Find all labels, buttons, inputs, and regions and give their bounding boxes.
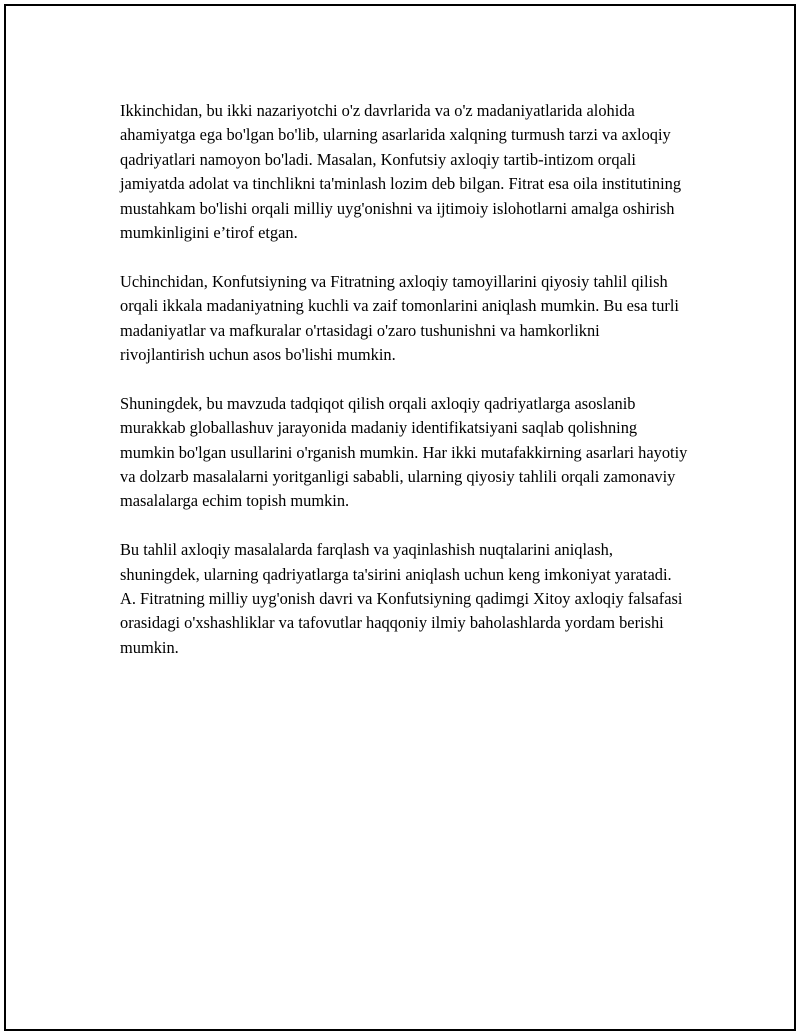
paragraph-2: Uchinchidan, Konfutsiyning va Fitratning axloqiy tamoyillarini qiyosiy tahlil qilish orqali ikkala madaniyatning kuchli va zaif tomonlarini aniqlash mumkin. Bu esa turli madaniyatlar va mafkuralar o'rtasidagi o'zaro tushunishni va hamkorlikni rivojlantirish uchun asos bo'lishi mumkin. (120, 271, 679, 365)
paragraph-3: Shuningdek, bu mavzuda tadqiqot qilish orqali axloqiy qadriyatlarga asoslanib murakkab globallashuv jarayonida madaniy identifikatsiyani saqlab qolishning mumkin bo'lgan usullarini o'rganish mumkin. Har ikki mutafakkirning asarlari hayotiy va dolzarb masalalarni yoritganligi sababli, ularning qiyosiy tahlili orqali zamonaviy masalalarga echim topish mumkin. (120, 393, 688, 511)
document-page (4, 4, 796, 1031)
paragraph-4: Bu tahlil axloqiy masalalarda farqlash va yaqinlashish nuqtalarini aniqlash, shuningdek, ularning qadriyatlarga ta'sirini aniqlash uchun keng imkoniyat yaratadi. A. Fitratning milliy uyg'onish davri va Konfutsiyning qadimgi Xitoy axloqiy falsafasi orasidagi o'xshashliklar va tafovutlar haqqoniy ilmiy baholashlarda yordam berishi mumkin. (120, 540, 683, 657)
paragraph-1: Ikkinchidan, bu ikki nazariyotchi o'z davrlarida va o'z madaniyatlarida alohida ahamiyatga ega bo'lgan bo'lib, ularning asarlarida xalqning turmush tarzi va axloqiy qadriyatlari namoyon bo'ladi. Masalan, Konfutsiy axloqiy tartib-intizom orqali jamiyatda adolat va tinchlikni ta'minlash lozim deb bilgan. Fitrat esa oila institutining mustahkam bo'lishi orqali milliy uyg'onishni va ijtimoiy islohotlarni amalga oshirish mumkinligini e’tirof etgan. (120, 101, 682, 243)
document-body (120, 99, 688, 685)
